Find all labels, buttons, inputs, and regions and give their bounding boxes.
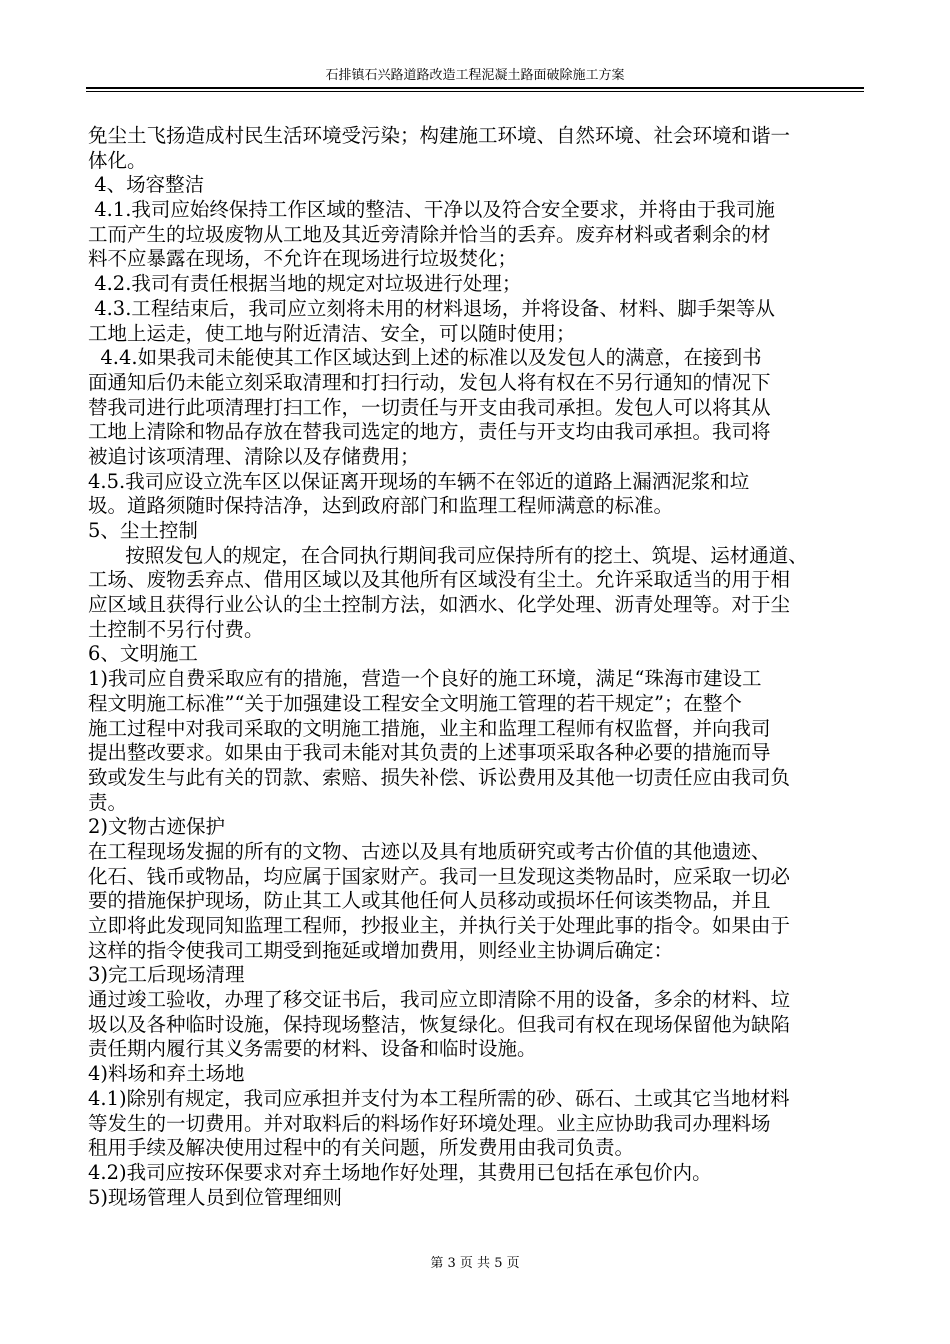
body-line: 工而产生的垃圾废物从工地及其近旁清除并恰当的丢弃。废弃材料或者剩余的材 xyxy=(88,222,771,246)
body-line: 免尘土飞扬造成村民生活环境受污染；构建施工环境、自然环境、社会环境和谐一 xyxy=(88,124,791,147)
body-line: 应区域且获得行业公认的尘土控制方法，如洒水、化学处理、沥青处理等。对于尘 xyxy=(88,593,791,617)
body-line: 面通知后仍未能立刻采取清理和打扫行动，发包人将有权在不另行通知的情况下 xyxy=(88,370,771,394)
body-line: 4.2)我司应按环保要求对弃土场地作好处理，其费用已包括在承包价内。 xyxy=(88,1160,712,1184)
body-line: 在工程现场发掘的所有的文物、古迹以及具有地质研究或考古价值的其他遗迹、 xyxy=(88,839,771,863)
body-line: 致或发生与此有关的罚款、索赔、损失补偿、诉讼费用及其他一切责任应由我司负 xyxy=(88,765,791,789)
page-header: 石排镇石兴路道路改造工程泥凝土路面破除施工方案 xyxy=(325,68,625,83)
body-line: 4.4.如果我司未能使其工作区域达到上述的标准以及发包人的满意，在接到书 xyxy=(88,346,762,370)
section-heading: 5、尘土控制 xyxy=(88,519,198,542)
body-line: 工地上清除和物品存放在替我司选定的地方，责任与开支均由我司承担。我司将 xyxy=(88,420,771,444)
body-line: 4.3.工程结束后，我司应立刻将未用的材料退场，并将设备、材料、脚手架等从 xyxy=(88,296,775,320)
body-line: 这样的指令使我司工期受到拖延或增加费用，则经业主协调后确定： xyxy=(88,938,674,962)
header-rule-thick xyxy=(86,87,864,89)
body-line: 4.1.我司应始终保持工作区域的整洁、干净以及符合安全要求，并将由于我司施 xyxy=(88,198,775,222)
body-line: 租用手续及解决使用过程中的有关问题，所发费用由我司负责。 xyxy=(88,1136,635,1160)
body-line: 4.5.我司应设立洗车区以保证离开现场的车辆不在邻近的道路上漏洒泥浆和垃 xyxy=(88,469,750,493)
page-footer: 第 3 页 共 5 页 xyxy=(430,1256,520,1271)
body-line: 化石、钱币或物品，均应属于国家财产。我司一旦发现这类物品时，应采取一切必 xyxy=(88,864,791,888)
body-line: 替我司进行此项清理打扫工作，一切责任与开支由我司承担。发包人可以将其从 xyxy=(88,395,771,419)
body-line: 土控制不另行付费。 xyxy=(88,617,264,641)
body-line: 圾以及各种临时设施，保持现场整洁，恢复绿化。但我司有权在现场保留他为缺陷 xyxy=(88,1012,791,1036)
body-line: 圾。道路须随时保持洁净，达到政府部门和监理工程师满意的标准。 xyxy=(88,494,674,518)
body-line: 通过竣工验收，办理了移交证书后，我司应立即清除不用的设备，多余的材料、垃 xyxy=(88,988,791,1012)
body-line: 被追讨该项清理、清除以及存储费用； xyxy=(88,444,420,468)
body-line: 程文明施工标准”“关于加强建设工程安全文明施工管理的若干规定”；在整个 xyxy=(88,691,742,715)
body-line: 体化。 xyxy=(88,148,147,172)
section-heading: 4、场容整洁 xyxy=(88,173,205,197)
body-line: 4.1)除别有规定，我司应承担并支付为本工程所需的砂、砾石、土或其它当地材料 xyxy=(88,1086,790,1110)
body-line: 要的措施保护现场，防止其工人或其他任何人员移动或损坏任何该类物品，并且 xyxy=(88,889,771,913)
header-rule-thin xyxy=(86,91,864,92)
body-line: 工场、废物丢弃点、借用区域以及其他所有区域没有尘土。允许采取适当的用于相 xyxy=(88,568,791,592)
subsection-heading: 4)料场和弃土场地 xyxy=(88,1062,245,1086)
body-line: 工地上运走，使工地与附近清洁、安全，可以随时使用； xyxy=(88,321,576,345)
body-line: 提出整改要求。如果由于我司未能对其负责的上述事项采取各种必要的措施而导 xyxy=(88,741,771,765)
body-line: 1)我司应自费采取应有的措施，营造一个良好的施工环境，满足“珠海市建设工 xyxy=(88,667,762,691)
subsection-heading: 5)现场管理人员到位管理细则 xyxy=(88,1185,343,1209)
body-line: 责任期内履行其义务需要的材料、设备和临时设施。 xyxy=(88,1037,537,1061)
body-line: 按照发包人的规定，在合同执行期间我司应保持所有的挖土、筑堤、运材通道、 xyxy=(88,543,808,567)
body-line: 等发生的一切费用。并对取料后的料场作好环境处理。业主应协助我司办理料场 xyxy=(88,1111,771,1135)
body-line: 4.2.我司有责任根据当地的规定对垃圾进行处理； xyxy=(88,272,522,296)
document-body xyxy=(88,124,866,1210)
subsection-heading: 3)完工后现场清理 xyxy=(88,963,245,987)
body-line: 责。 xyxy=(88,790,128,814)
body-line: 立即将此发现同知监理工程师，抄报业主，并执行关于处理此事的指令。如果由于 xyxy=(88,914,791,937)
section-heading: 6、文明施工 xyxy=(88,642,198,666)
subsection-heading: 2)文物古迹保护 xyxy=(88,815,226,839)
body-line: 施工过程中对我司采取的文明施工措施，业主和监理工程师有权监督，并向我司 xyxy=(88,716,771,740)
body-line: 料不应暴露在现场，不允许在现场进行垃圾焚化； xyxy=(88,247,518,271)
